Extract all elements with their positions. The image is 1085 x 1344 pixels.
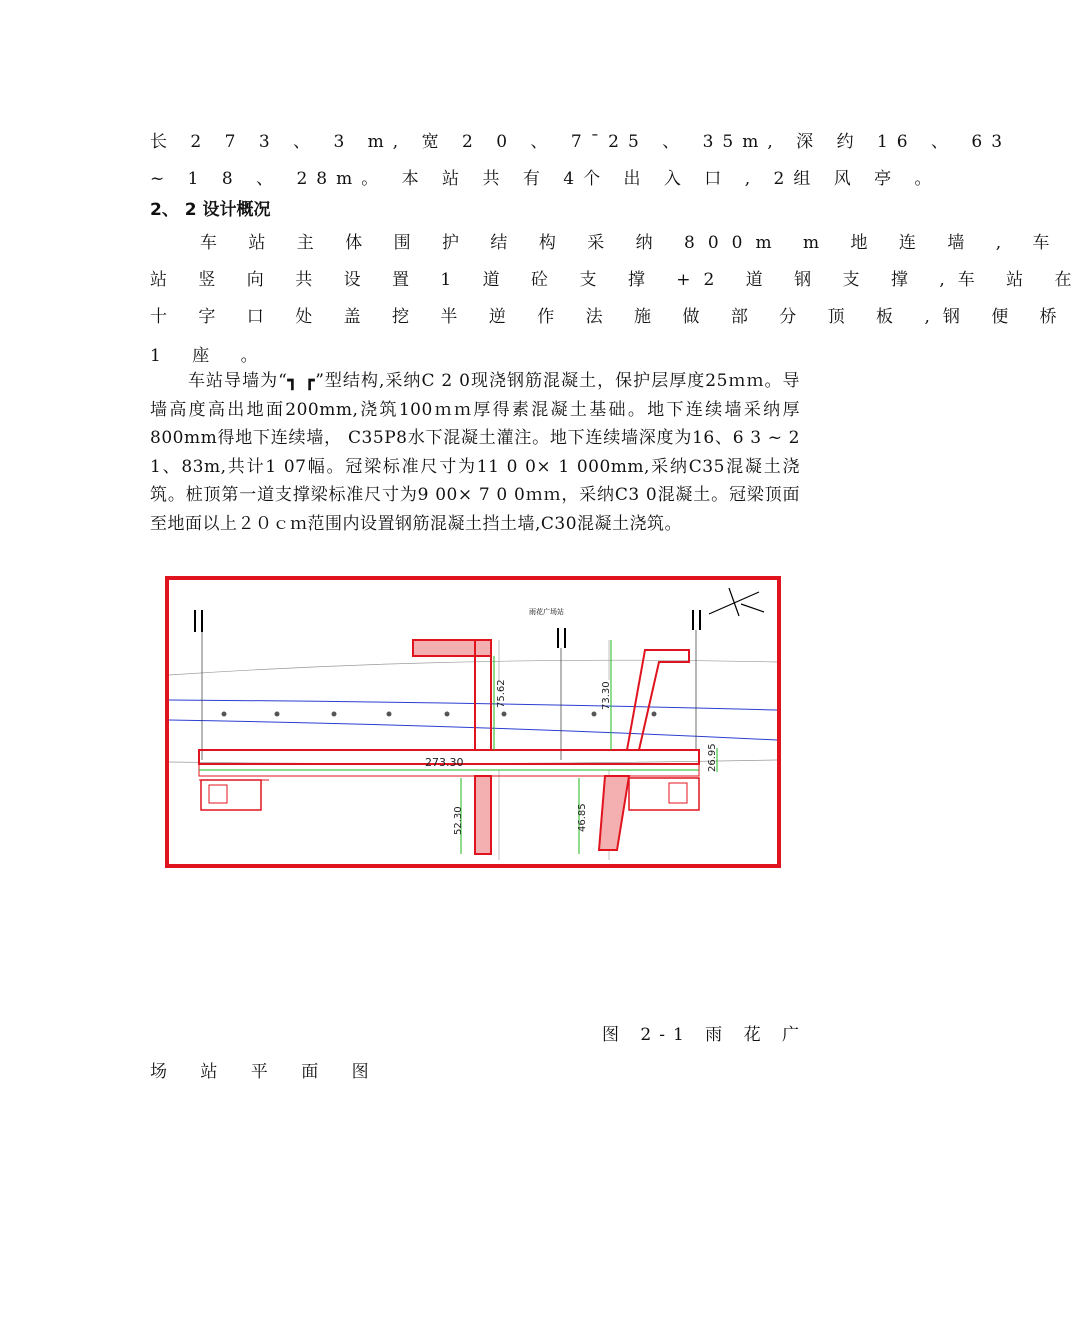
road-line [169,720,777,740]
station-label: 雨花广场站 [529,608,564,616]
section-heading: 2、 2 设计概况 [150,200,271,220]
paragraph2-line1: 车 站 主 体 围 护 结 构 采 纳 800m m 地 连 墙 , 车 [200,233,1063,253]
dim-length: 273.30 [425,756,464,769]
paragraph3: 车站导墙为“┓ ┏”型结构,采纳C 2 0现浇钢筋混凝土，保护层厚度25ｍｍ。导墙高度高出地面200mm,浇筑100ｍｍ厚得素混凝土基础。地下连续墙采纳厚800mm得地下连续墙， C35P8水下混凝土灌注。地下连续墙深度为16、6 3 ~ 2 1、83m,共计1 07幅。冠梁标准尺寸为11 0 0× 1 000mm,采纳C35混凝土浇筑。桩顶第一道支撑梁标准尺寸为9 00× 7 0 0ｍｍ，采纳C3 0混凝土。冠梁顶面至地面以上２０ｃｍ范围内设置钢筋混凝土挡土墙,C30混凝土浇筑。 [150,371,800,534]
station-plan-drawing [169,580,777,864]
paragraph1-line1: 长 2 7 3 、 3 m, 宽 2 0 、 7¯25 、 35m, 深 约 16 、 63 [150,132,1012,152]
north-arrow-icon [709,588,764,616]
caption-part2: 场 站 平 面 图 [150,1062,383,1082]
dim-exit-se: 46.85 [577,803,588,832]
paragraph1-line2: ~ 1 8 、 28m。 本 站 共 有 4个 出 入 口 , 2组 风 亭 。 [150,169,941,189]
paragraph2-line3: 十 字 口 处 盖 挖 半 逆 作 法 施 做 部 分 顶 板 ,钢 便 桥 [150,307,1070,327]
road-line [169,700,777,710]
dim-width: 26.95 [707,743,718,772]
exit-southwest [475,776,491,854]
tree-markers [222,712,657,717]
exit-southeast [599,776,629,850]
dim-exit-sw: 52.30 [453,806,464,835]
caption-part1: 图 2-1 雨 花 广 [602,1025,807,1045]
station-plan-figure [165,576,781,868]
paragraph2-line2: 站 竖 向 共 设 置 1 道 砼 支 撑 +2 道 钢 支 撑 ,车 站 在 [150,270,1085,290]
exit-northwest [413,640,491,656]
east-end-structure [629,778,699,810]
dim-exit-ne: 73.30 [601,681,612,710]
dim-exit-nw: 75.62 [496,679,507,708]
paragraph2-line4: 1 座 。 [150,346,271,366]
